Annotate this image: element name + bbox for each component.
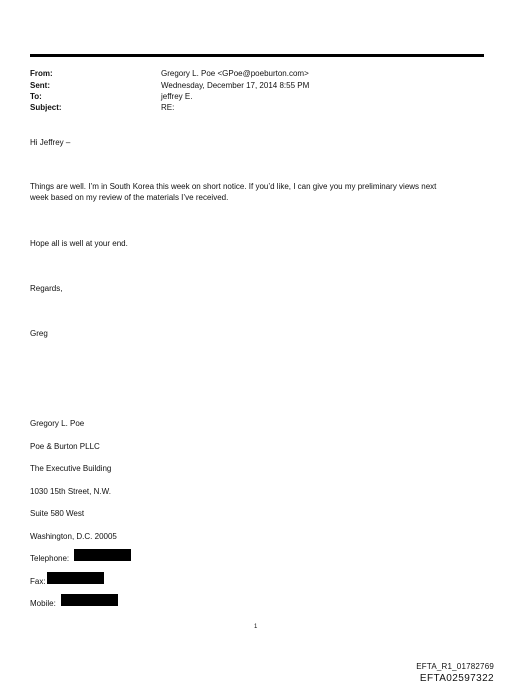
subject-value: RE: bbox=[161, 103, 175, 112]
subject-label: Subject: bbox=[30, 103, 62, 112]
signature-city: Washington, D.C. 20005 bbox=[30, 532, 117, 541]
signature-name: Gregory L. Poe bbox=[30, 419, 85, 428]
page-number: 1 bbox=[254, 624, 258, 630]
fax-label: Fax: bbox=[30, 577, 46, 586]
redaction-mobile bbox=[61, 594, 118, 606]
signature-street: 1030 15th Street, N.W. bbox=[30, 487, 111, 496]
signature-suite: Suite 580 West bbox=[30, 509, 85, 518]
to-label: To: bbox=[30, 92, 42, 101]
paragraph-2: Hope all is well at your end. bbox=[30, 239, 128, 248]
redaction-fax bbox=[47, 572, 104, 584]
sent-value: Wednesday, December 17, 2014 8:55 PM bbox=[161, 81, 310, 90]
from-value: Gregory L. Poe <GPoe@poeburton.com> bbox=[161, 69, 309, 78]
signature-building: The Executive Building bbox=[30, 464, 112, 473]
signature-firm: Poe & Burton PLLC bbox=[30, 442, 100, 451]
sender-short-name: Greg bbox=[30, 329, 48, 338]
to-value: jeffrey E. bbox=[161, 92, 193, 101]
paragraph-1-line-2: week based on my review of the materials I’ve received. bbox=[30, 193, 229, 202]
redaction-telephone bbox=[74, 549, 131, 561]
telephone-label: Telephone: bbox=[30, 554, 70, 563]
greeting: Hi Jeffrey – bbox=[30, 138, 71, 147]
bates-number-secondary: EFTA02597322 bbox=[419, 673, 494, 684]
from-label: From: bbox=[30, 69, 53, 78]
header-rule bbox=[30, 54, 484, 57]
mobile-label: Mobile: bbox=[30, 599, 56, 608]
paragraph-1-line-1: Things are well. I’m in South Korea this week on short notice. If you’d like, I can give you my preliminary views next bbox=[30, 182, 437, 191]
bates-number-primary: EFTA_R1_01782769 bbox=[416, 662, 494, 671]
sent-label: Sent: bbox=[30, 81, 50, 90]
closing: Regards, bbox=[30, 284, 63, 293]
